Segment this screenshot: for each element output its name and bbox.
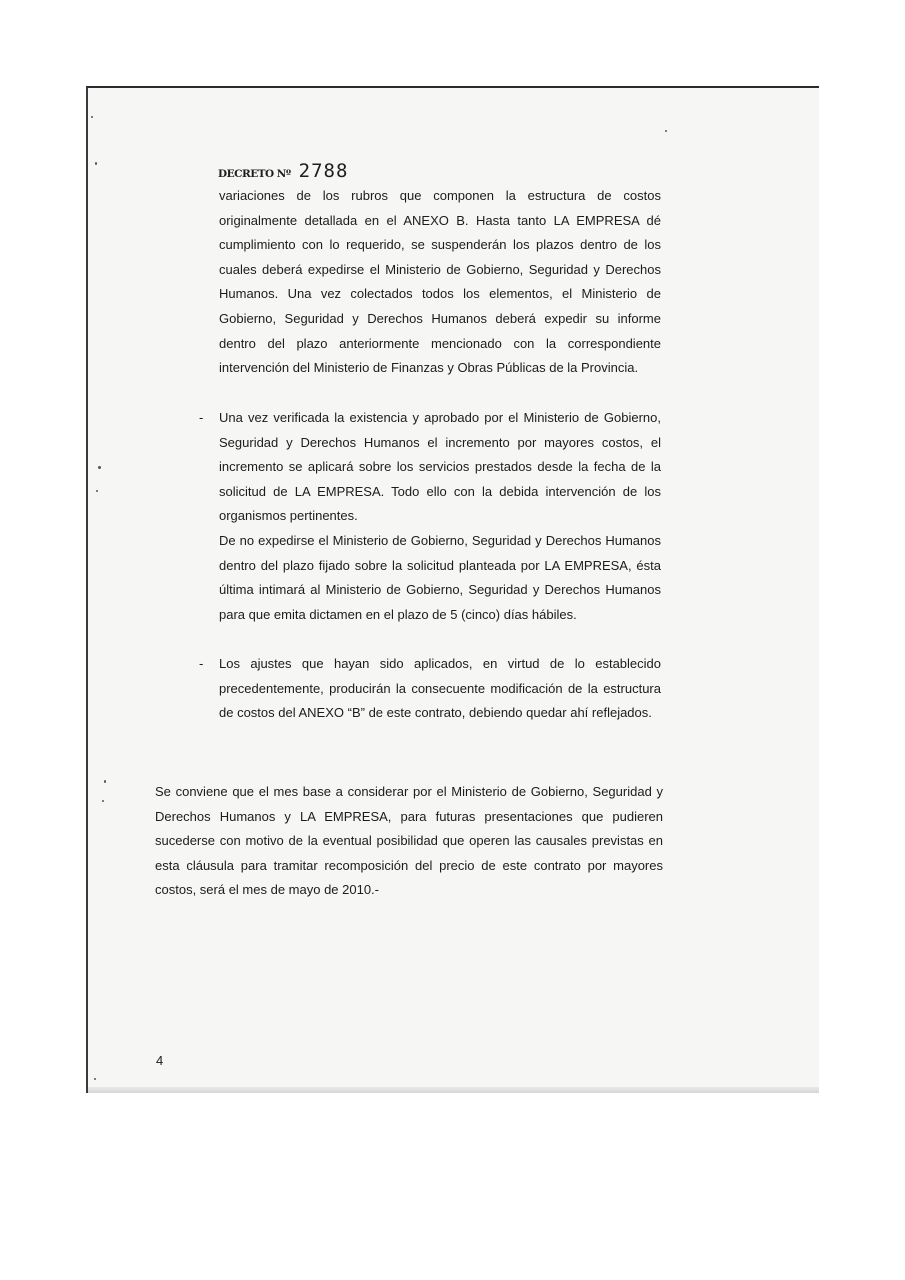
continuation-paragraph-block bbox=[219, 184, 661, 381]
bullet-dash: - bbox=[199, 656, 204, 671]
bullet-item bbox=[219, 529, 661, 627]
bullet-text: De no expedirse el Ministerio de Gobierno, Seguridad y Derechos Humanos dentro del plazo fijado sobre la solicitud planteada por LA EMPRESA, ésta última intimará al Ministerio de Gobierno, Seguridad y Derechos Humanos para que emita dictamen en el plazo de 5 (cinco) días hábiles. bbox=[219, 533, 661, 622]
continuation-paragraph: variaciones de los rubros que componen la estructura de costos originalmente detallada en el ANEXO B. Hasta tanto LA EMPRESA dé cumplimiento con lo requerido, se suspenderán los plazos dentro de los cuales deberá expedirse el Ministerio de Gobierno, Seguridad y Derechos Humanos. Una vez colectados todos los elementos, el Ministerio de Gobierno, Seguridad y Derechos Humanos deberá expedir su informe dentro del plazo anteriormente mencionado con la correspondiente intervención del Ministerio de Finanzas y Obras Públicas de la Provincia. bbox=[219, 188, 661, 376]
bullet-dash: - bbox=[199, 410, 204, 425]
main-paragraph: Se conviene que el mes base a considerar por el Ministerio de Gobierno, Seguridad y Derechos Humanos y LA EMPRESA, para futuras presentaciones que pudieren sucederse con motivo de la eventual posibilidad que operen las causales previstas en esta cláusula para tramitar recomposición del precio de este contrato por mayores costos, será el mes de mayo de 2010.- bbox=[155, 784, 663, 898]
decree-stamp bbox=[218, 160, 348, 182]
scan-speck bbox=[94, 1078, 96, 1080]
scanned-page bbox=[86, 86, 819, 1093]
decree-stamp-label: DECRETO Nº bbox=[218, 168, 291, 180]
scan-speck bbox=[104, 780, 106, 783]
scan-speck bbox=[665, 130, 667, 132]
scan-speck bbox=[95, 162, 97, 165]
scan-bottom-edge bbox=[88, 1087, 819, 1093]
scan-speck bbox=[91, 116, 93, 118]
bullet-text: Una vez verificada la existencia y aprobado por el Ministerio de Gobierno, Seguridad y Derechos Humanos el incremento por mayores costos, el incremento se aplicará sobre los servicios prestados desde la fecha de la solicitud de LA EMPRESA. Todo ello con la debida intervención de los organismos pertinentes. bbox=[219, 410, 661, 524]
page-number: 4 bbox=[156, 1053, 164, 1068]
scan-speck bbox=[98, 466, 101, 469]
decree-number: 2788 bbox=[298, 160, 349, 182]
scan-speck bbox=[102, 800, 104, 802]
bullet-item bbox=[199, 652, 661, 726]
bullet-text: Los ajustes que hayan sido aplicados, en virtud de lo establecido precedentemente, producirán la consecuente modificación de la estructura de costos del ANEXO “B” de este contrato, debiendo quedar ahí reflejados. bbox=[219, 656, 661, 721]
scan-speck bbox=[96, 490, 98, 492]
main-paragraph-block bbox=[155, 780, 663, 903]
bullet-item bbox=[199, 406, 661, 529]
